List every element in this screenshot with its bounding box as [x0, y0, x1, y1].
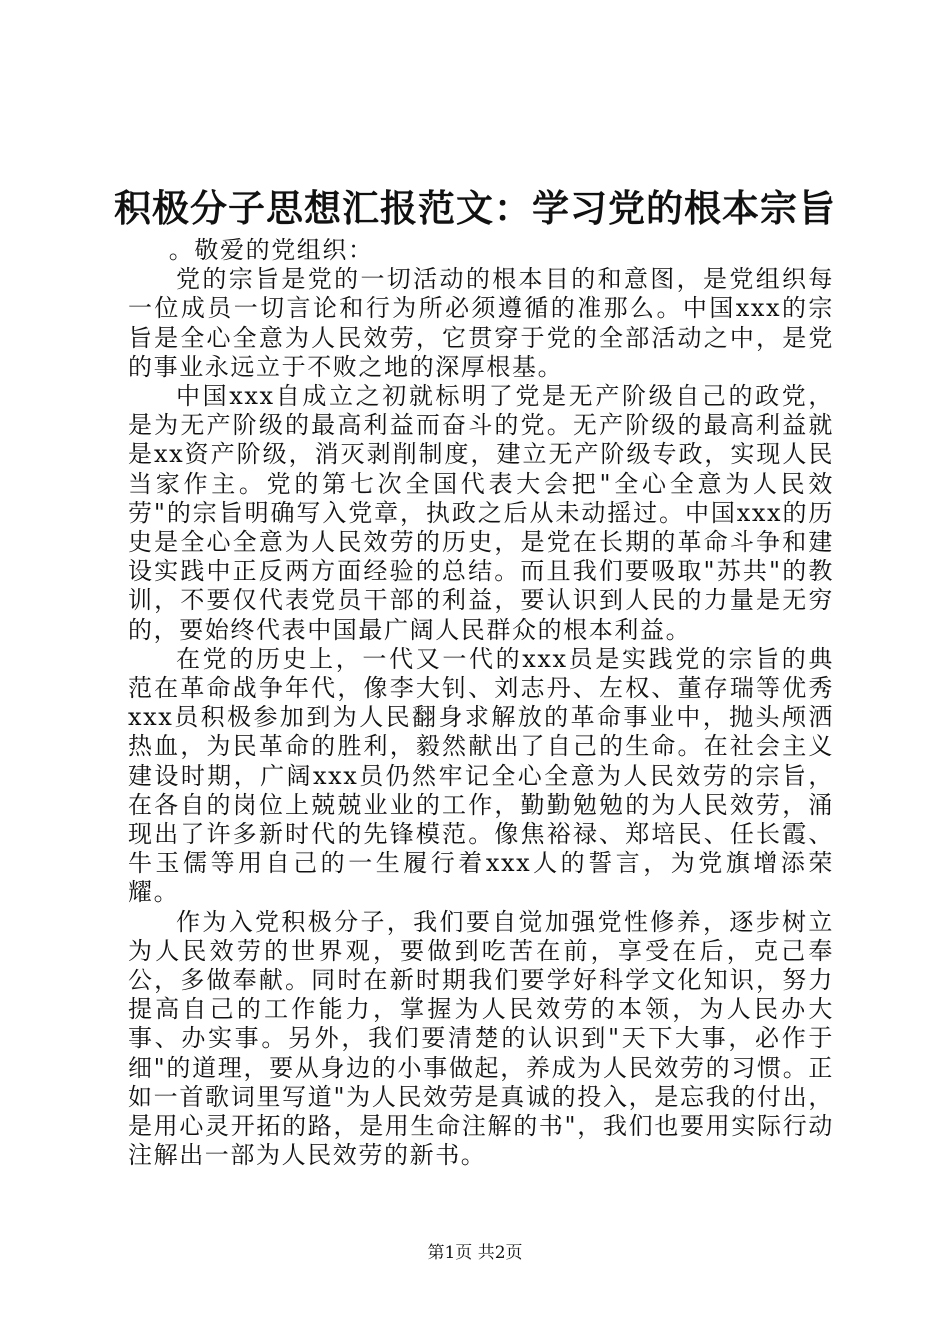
paragraph-3: 在党的历史上，一代又一代的xxx员是实践党的宗旨的典范在革命战争年代，像李大钊、刘志丹、左权、董存瑞等优秀xxx员积极参加到为人民翻身求解放的革命事业中，抛头颅洒热血，为民革命的胜利，毅然献出了自己的生命。在社会主义建设时期，广阔xxx员仍然牢记全心全意为人民效劳的宗旨，在各自的岗位上兢兢业业的工作，勤勤勉勉的为人民效劳，涌现出了许多新时代的先锋模范。像焦裕禄、郑培民、任长霞、牛玉儒等用自己的一生履行着xxx人的誓言，为党旗增添荣耀。 — [128, 644, 834, 907]
paragraph-2: 中国xxx自成立之初就标明了党是无产阶级自己的政党，是为无产阶级的最高利益而奋斗的党。无产阶级的最高利益就是xx资产阶级，消灭剥削制度，建立无产阶级专政，实现人民当家作主。党的第七次全国代表大会把"全心全意为人民效劳"的宗旨明确写入党章，执政之后从未动摇过。中国xxx的历史是全心全意为人民效劳的历史，是党在长期的革命斗争和建设实践中正反两方面经验的总结。而且我们要吸取"苏共"的教训，不要仅代表党员干部的利益，要认识到人民的力量是无穷的，要始终代表中国最广阔人民群众的根本利益。 — [128, 382, 834, 644]
page-indicator: 第1页 共2页 — [427, 1243, 523, 1263]
page-number-footer — [0, 1241, 950, 1265]
document-body — [128, 236, 834, 1171]
salutation: 。敬爱的党组织： — [168, 236, 374, 264]
paragraph-1: 党的宗旨是党的一切活动的根本目的和意图，是党组织每一位成员一切言论和行为所必须遵循的准那么。中国xxx的宗旨是全心全意为人民效劳，它贯穿于党的全部活动之中，是党的事业永远立于不败之地的深厚根基。 — [128, 265, 834, 381]
paragraph-4: 作为入党积极分子，我们要自觉加强党性修养，逐步树立为人民效劳的世界观，要做到吃苦在前，享受在后，克己奉公，多做奉献。同时在新时期我们要学好科学文化知识，努力提高自己的工作能力，掌握为人民效劳的本领，为人民办大事、办实事。另外，我们要清楚的认识到"天下大事，必作于细"的道理，要从身边的小事做起，养成为人民效劳的习惯。正如一首歌词里写道"为人民效劳是真诚的投入，是忘我的付出，是用心灵开拓的路，是用生命注解的书"，我们也要用实际行动注解出一部为人民效劳的新书。 — [128, 907, 834, 1170]
document-title: 积极分子思想汇报范文：学习党的根本宗旨 — [114, 186, 836, 230]
